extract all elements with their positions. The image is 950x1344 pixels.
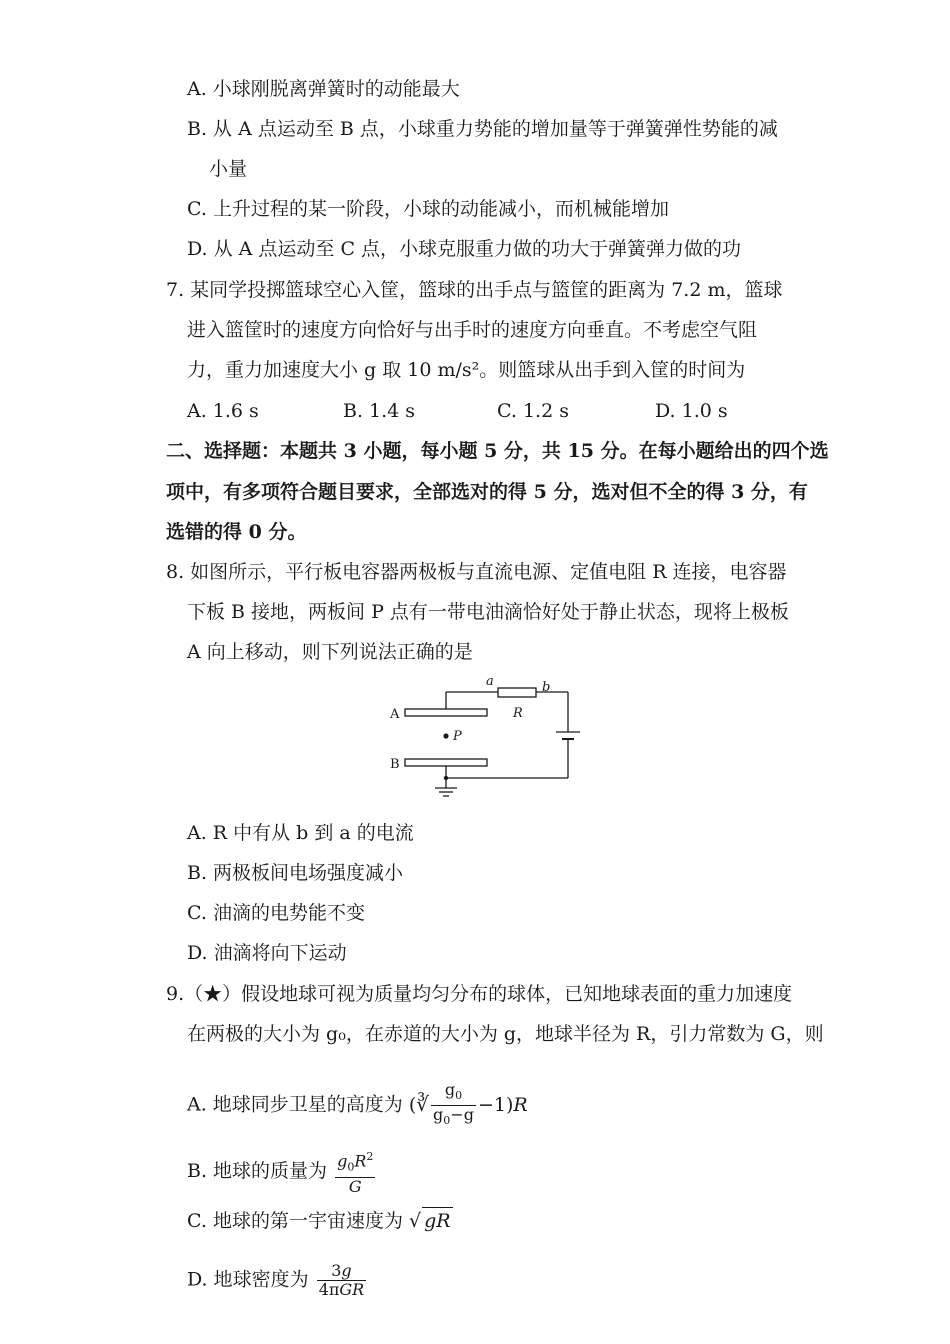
- point-p-dot: [443, 733, 448, 738]
- q7-stem-line1: 7. 某同学投掷篮球空心入筐，篮球的出手点与篮筐的距离为 7.2 m，篮球: [166, 279, 783, 301]
- q9-option-d-formula: $\frac{3g}{\text{4πGR}}$: [318, 1261, 365, 1299]
- q9-option-c: [187, 1207, 453, 1234]
- label-a: a: [486, 674, 494, 689]
- q7-stem-line3: 力，重力加速度大小 g 取 10 m/s²。则篮球从出手到入筐的时间为: [187, 359, 746, 381]
- q9-option-c-formula: √ gR: [409, 1210, 453, 1232]
- q9-option-a-prefix: A. 地球同步卫星的高度为: [187, 1093, 403, 1116]
- q8-option-a: A. R 中有从 b 到 a 的电流: [187, 822, 414, 844]
- section2-header-line3: 选错的得 0 分。: [166, 521, 307, 543]
- q9-option-a-formula: (∛ $\frac{g_0}{g_0-g}$ −1)R: [408, 1080, 528, 1128]
- q6-option-b-line1: B. 从 A 点运动至 B 点，小球重力势能的增加量等于弹簧弹性势能的减: [187, 118, 778, 140]
- q8-stem-line1: 8. 如图所示，平行板电容器两极板与直流电源、定值电阻 R 连接，电容器: [166, 561, 787, 583]
- q7-option-b: B. 1.4 s: [343, 400, 416, 422]
- label-plate-b: B: [390, 757, 400, 772]
- label-p: P: [453, 729, 462, 744]
- q8-stem-line3: A 向上移动，则下列说法正确的是: [187, 641, 473, 663]
- label-plate-a: A: [390, 707, 400, 722]
- plate-a: [405, 709, 487, 716]
- q9-option-b-prefix: B. 地球的质量为: [187, 1159, 328, 1182]
- q6-option-c: C. 上升过程的某一阶段，小球的动能减小，而机械能增加: [187, 198, 669, 220]
- label-r: R: [513, 706, 523, 721]
- q6-option-b-line2: 小量: [209, 158, 248, 180]
- capacitor-circuit-diagram: [380, 670, 600, 805]
- q9-option-d-prefix: D. 地球密度为: [187, 1268, 309, 1291]
- plate-b: [405, 759, 487, 766]
- q6-option-a: A. 小球刚脱离弹簧时的动能最大: [187, 78, 460, 100]
- q9-option-d: [187, 1262, 368, 1299]
- section2-header-line1: 二、选择题：本题共 3 小题，每小题 5 分，共 15 分。在每小题给出的四个选: [166, 440, 829, 462]
- q9-option-b: [187, 1148, 377, 1196]
- q9-option-c-prefix: C. 地球的第一宇宙速度为: [187, 1210, 403, 1232]
- q9-option-b-formula: $\frac{g_0R^2}{G}$: [337, 1150, 374, 1196]
- q8-stem-line2: 下板 B 接地，两板间 P 点有一带电油滴恰好处于静止状态，现将上极板: [187, 601, 789, 623]
- q9-option-a: [187, 1081, 528, 1130]
- q7-stem-line2: 进入篮筐时的速度方向恰好与出手时的速度方向垂直。不考虑空气阻: [187, 319, 758, 341]
- resistor-r: [498, 688, 536, 697]
- label-b: b: [542, 680, 551, 695]
- q9-stem-line2: 在两极的大小为 g₀，在赤道的大小为 g，地球半径为 R，引力常数为 G，则: [187, 1023, 824, 1045]
- q6-option-d: D. 从 A 点运动至 C 点，小球克服重力做的功大于弹簧弹力做的功: [187, 238, 742, 260]
- section2-header-line2: 项中，有多项符合题目要求，全部选对的得 5 分，选对但不全的得 3 分，有: [166, 481, 808, 503]
- q7-option-d: D. 1.0 s: [655, 400, 728, 422]
- q8-option-d: D. 油滴将向下运动: [187, 942, 347, 964]
- q9-stem-line1: 9.（★）假设地球可视为质量均匀分布的球体，已知地球表面的重力加速度: [166, 983, 793, 1005]
- q7-option-c: C. 1.2 s: [497, 400, 569, 422]
- node-dot-b: [444, 776, 448, 780]
- q8-option-b: B. 两极板间电场强度减小: [187, 862, 404, 884]
- q7-option-a: A. 1.6 s: [187, 400, 259, 422]
- q8-option-c: C. 油滴的电势能不变: [187, 902, 365, 924]
